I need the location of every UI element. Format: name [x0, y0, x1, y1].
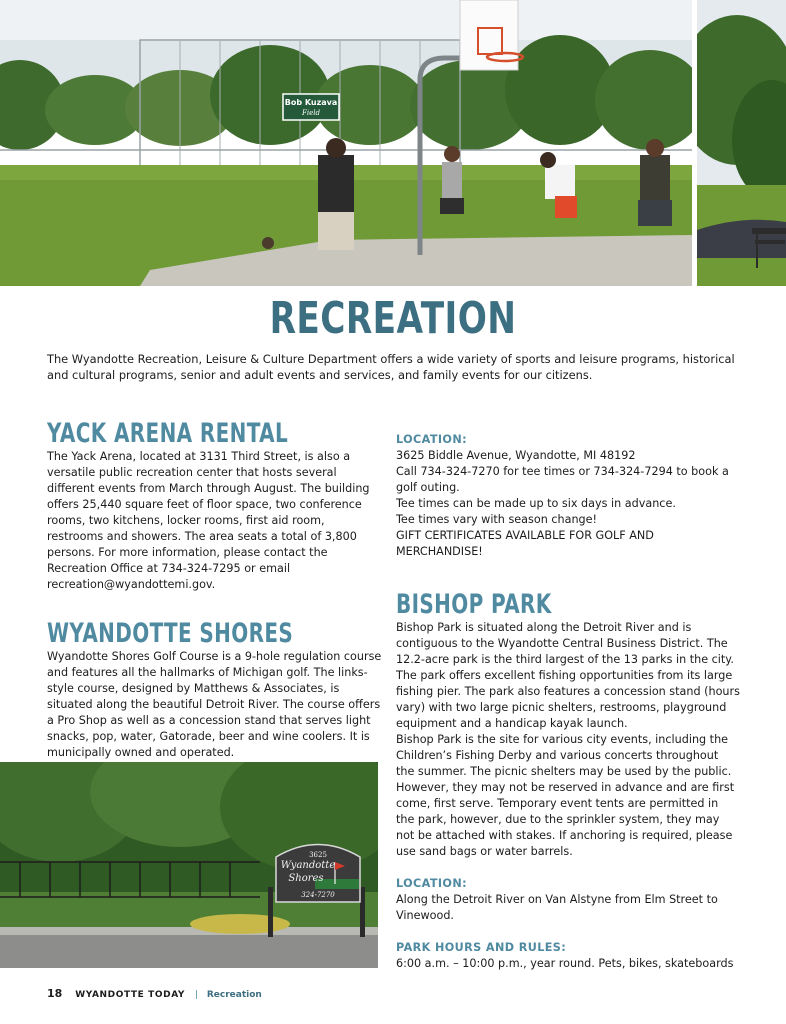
footer-section: Recreation	[206, 990, 262, 1000]
bishop-park-heading: BISHOP PARK	[396, 589, 552, 620]
bishop-park-body2: Bishop Park is the site for various city events, including the Children’s Fishing Derby and various concerts throughout the summer. The picnic shelters may be used by the public. However, they may not be reserved in advance and are first come, first serve. Temporary event tents are permitted in the park, however, due to the sprinkler system, they may not be attached with stakes. If anchoring is required, please use sand bags or water barrels.	[396, 733, 735, 858]
golf-tee-advance: Tee times can be made up to six days in advance.	[396, 497, 676, 510]
field-sign-line2: Field	[302, 109, 320, 117]
right-column	[396, 432, 740, 972]
wyandotte-shores-heading: WYANDOTTE SHORES	[47, 618, 294, 649]
bishop-hours-label: PARK HOURS AND RULES:	[396, 941, 567, 954]
photo-basketball-court	[0, 0, 692, 286]
page-footer	[47, 986, 262, 1003]
golf-gift-certificates: GIFT CERTIFICATES AVAILABLE FOR GOLF AND MERCHANDISE!	[396, 529, 654, 558]
page-number: 18	[47, 987, 63, 1000]
yack-arena-body: The Yack Arena, located at 3131 Third Street, is also a versatile public recreation center that hosts several different events from March through August. The building offers 25,440 square feet of floor space, two conference rooms, two kitchens, locker rooms, first aid room, restrooms and showers. The area seats a total of 3,800 persons. For more information, please contact the Recreation Office at 734-324-7295 or email recreation@wyandottemi.gov.	[47, 450, 370, 591]
wyandotte-shores-body: Wyandotte Shores Golf Course is a 9-hole regulation course and features all the hallmarks of Michigan golf. The links-style course, designed by Matthews & Associates, is situated along the beautiful Detroit River. The course offers a Pro Shop as well as a concession stand that serves light snacks, pop, water, Gatorade, beer and wine coolers. It is municipally owned and operated.	[47, 650, 382, 759]
yack-arena-heading: YACK ARENA RENTAL	[47, 418, 289, 449]
bishop-location: Along the Detroit River on Van Alstyne from Elm Street to Vinewood.	[396, 893, 718, 922]
left-column	[47, 419, 382, 761]
golf-sign-name2: Shores	[288, 873, 324, 884]
golf-sign-phone: 324-7270	[301, 891, 335, 899]
bishop-park-body1: Bishop Park is situated along the Detroit River and is contiguous to the Wyandotte Central Business District. The 12.2-acre park is the third largest of the 13 parks in the city. The park offers excellent fishing opportunities from its large fishing pier. The park also features a concession stand (hours vary) with two large picnic shelters, restrooms, playground equipment and a handicap kayak launch.	[396, 621, 740, 730]
intro-paragraph: The Wyandotte Recreation, Leisure & Culture Department offers a wide variety of sports and leisure programs, historical and cultural programs, senior and adult events and services, and family events for our citizens.	[47, 352, 735, 383]
field-sign-line1: Bob Kuzava	[284, 98, 338, 107]
golf-call-info: Call 734-324-7270 for tee times or 734-324-7294 to book a golf outing.	[396, 465, 729, 494]
golf-sign-name1: Wyandotte	[280, 860, 336, 871]
page-title: RECREATION	[269, 293, 517, 344]
bishop-hours: 6:00 a.m. – 10:00 p.m., year round. Pets, bikes, skateboards	[396, 957, 734, 970]
footer-separator: |	[194, 990, 198, 1000]
bishop-location-label: LOCATION:	[396, 877, 467, 890]
photo-park-corner	[697, 0, 786, 286]
golf-location-label: LOCATION:	[396, 433, 467, 446]
magazine-name: WYANDOTTE TODAY	[75, 990, 186, 1000]
golf-sign-number: 3625	[309, 851, 327, 859]
photo-golf-course-sign	[0, 762, 378, 968]
golf-address: 3625 Biddle Avenue, Wyandotte, MI 48192	[396, 449, 636, 462]
golf-tee-season: Tee times vary with season change!	[396, 513, 598, 526]
